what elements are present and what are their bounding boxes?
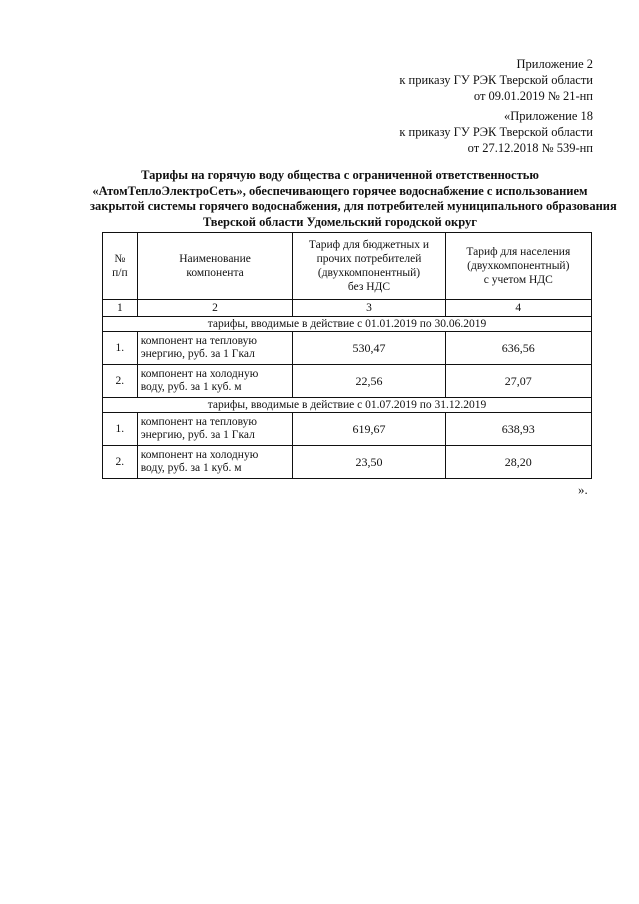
table-header-row	[103, 233, 592, 300]
budget-tariff-value: 530,47	[293, 332, 445, 365]
population-tariff-value: 27,07	[445, 365, 591, 398]
row-number: 1.	[103, 413, 138, 446]
row-number: 2.	[103, 446, 138, 479]
budget-tariff-value: 619,67	[293, 413, 445, 446]
column-number: 4	[445, 300, 591, 317]
table-row	[103, 332, 592, 365]
component-name: компонент на тепловую энергию, руб. за 1 Гкал	[137, 413, 293, 446]
header-population-tariff: Тариф для населения (двухкомпонентный) с учетом НДС	[445, 233, 591, 300]
period-row	[103, 317, 592, 332]
component-name: компонент на тепловую энергию, руб. за 1 Гкал	[137, 332, 293, 365]
header-component-name: Наименование компонента	[137, 233, 293, 300]
budget-tariff-value: 23,50	[293, 446, 445, 479]
appendix-2-title: Приложение 2	[516, 57, 593, 71]
title-line-4: Тверской области Удомельский городской округ	[203, 214, 477, 229]
period-row	[103, 398, 592, 413]
table-row	[103, 413, 592, 446]
appendix-2-order: к приказу ГУ РЭК Тверской области	[399, 73, 593, 87]
component-name: компонент на холодную воду, руб. за 1 куб. м	[137, 446, 293, 479]
title-line-2: «АтомТеплоЭлектроСеть», обеспечивающего горячее водоснабжение с использованием	[92, 183, 588, 198]
closing-quote-mark: ».	[578, 482, 588, 497]
header-budget-tariff: Тариф для бюджетных и прочих потребителей (двухкомпонентный) без НДС	[293, 233, 445, 300]
header-number: № п/п	[103, 233, 138, 300]
column-number: 1	[103, 300, 138, 317]
appendix-18-date: от 27.12.2018 № 539-нп	[467, 141, 593, 155]
column-number-row	[103, 300, 592, 317]
table-row	[103, 365, 592, 398]
title-line-3: закрытой системы горячего водоснабжения, для потребителей муниципального образования	[90, 199, 617, 213]
population-tariff-value: 28,20	[445, 446, 591, 479]
period-label: тарифы, вводимые в действие с 01.01.2019 по 30.06.2019	[103, 317, 592, 332]
row-number: 2.	[103, 365, 138, 398]
column-number: 2	[137, 300, 293, 317]
tariff-table	[102, 232, 592, 479]
appendix-2-date: от 09.01.2019 № 21-нп	[473, 89, 593, 103]
population-tariff-value: 636,56	[445, 332, 591, 365]
population-tariff-value: 638,93	[445, 413, 591, 446]
column-number: 3	[293, 300, 445, 317]
title-line-1: Тарифы на горячую воду общества с ограниченной ответственностью	[141, 168, 539, 182]
table-row	[103, 446, 592, 479]
appendix-2-header	[399, 56, 593, 104]
appendix-18-header	[399, 108, 593, 156]
appendix-18-title: «Приложение 18	[504, 109, 593, 123]
component-name: компонент на холодную воду, руб. за 1 куб. м	[137, 365, 293, 398]
appendix-18-order: к приказу ГУ РЭК Тверской области	[399, 125, 593, 139]
period-label: тарифы, вводимые в действие с 01.07.2019 по 31.12.2019	[103, 398, 592, 413]
document-title	[90, 168, 617, 230]
budget-tariff-value: 22,56	[293, 365, 445, 398]
row-number: 1.	[103, 332, 138, 365]
